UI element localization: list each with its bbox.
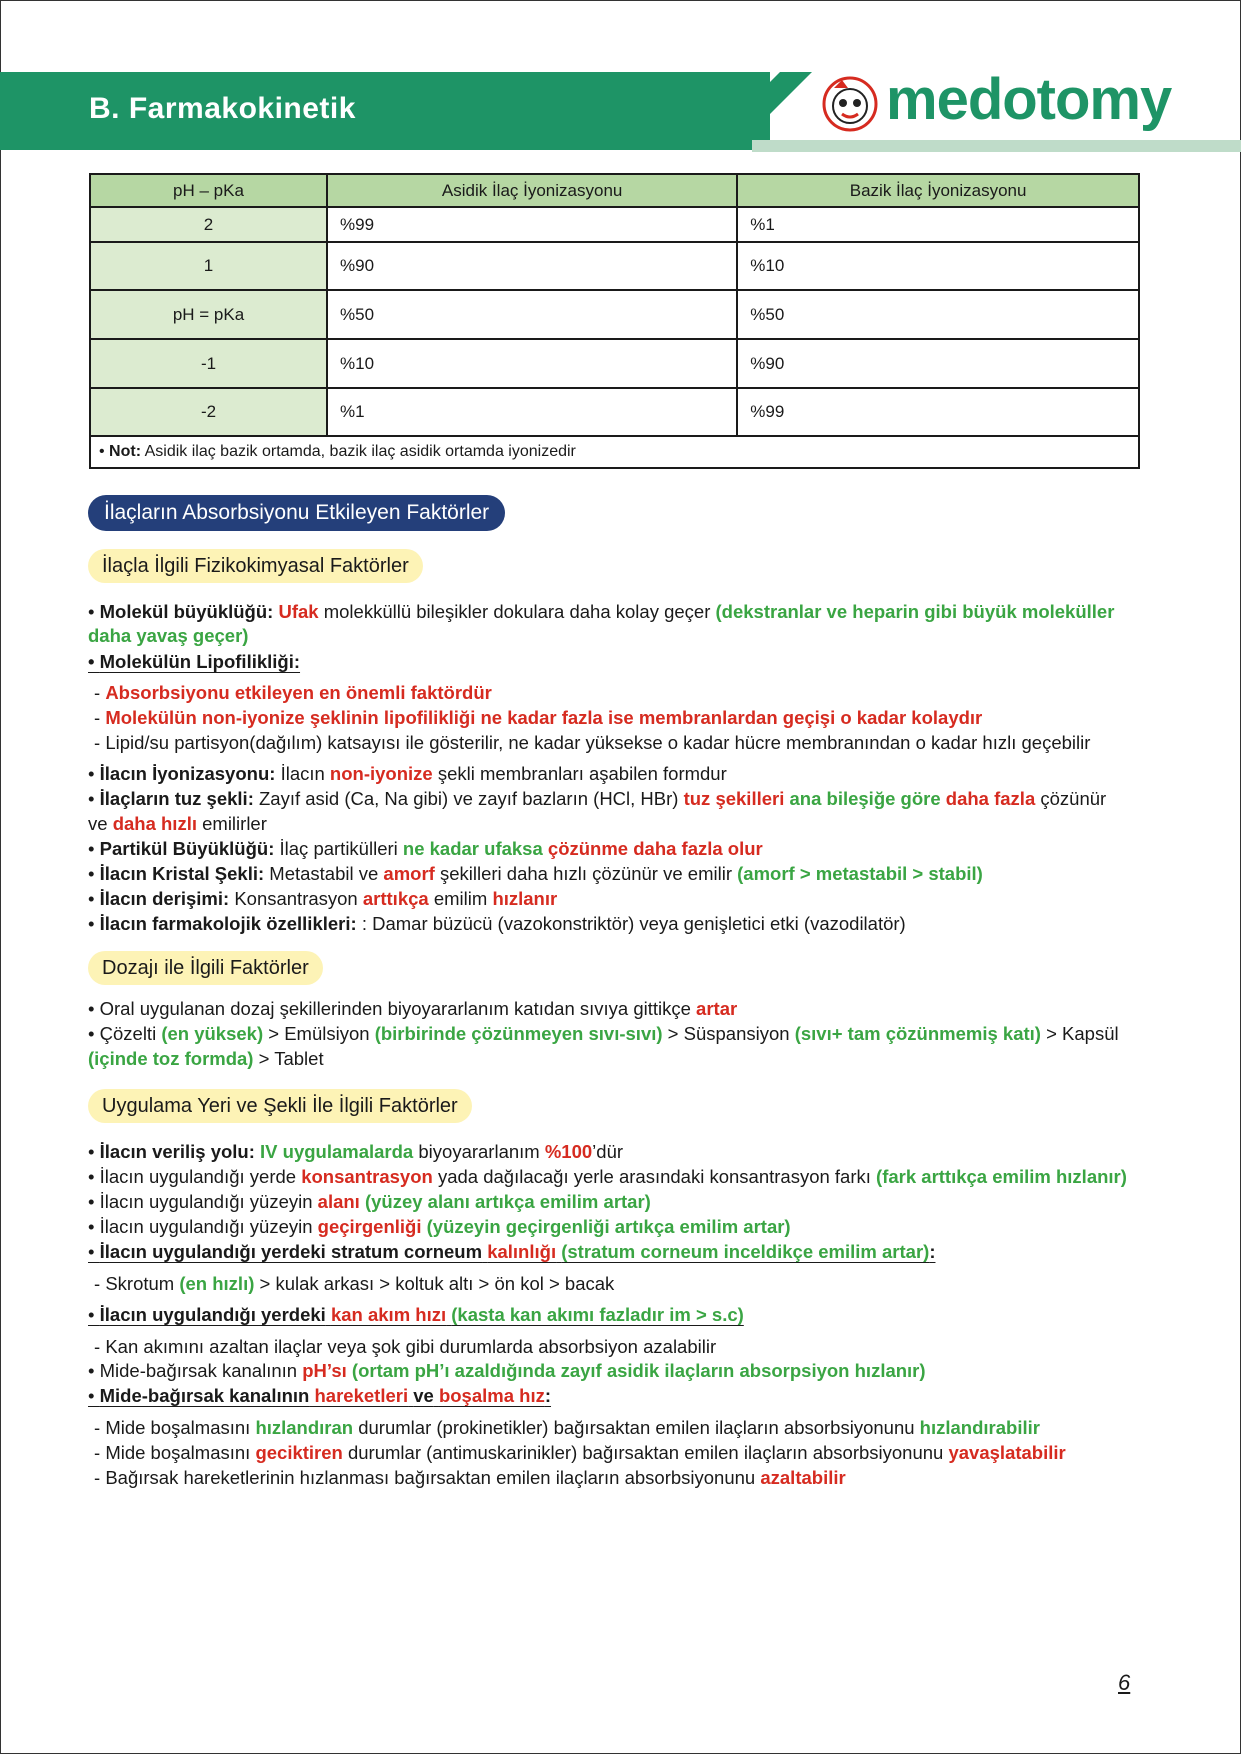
logo-wordmark: medotomy — [886, 67, 1172, 132]
list-item: • İlacın veriliş yolu: IV uygulamalarda biyoyararlanım %100’dür — [88, 1141, 624, 1162]
table-header-row — [90, 174, 1139, 207]
table-note: • Not: Asidik ilaç bazik ortamda, bazik ilaç asidik ortamda iyonizedir — [90, 436, 1139, 468]
subsection-title: İlaçla İlgili Fizikokimyasal Faktörler — [88, 549, 423, 583]
list-item: - Bağırsak hareketlerinin hızlanması bağırsaktan emilen ilaçların absorbsiyonunu azaltabilir — [94, 1467, 846, 1488]
page-title: B. Farmakokinetik — [89, 92, 356, 125]
header-pale-stripe — [752, 140, 1241, 152]
list-item-continuation: ve daha hızlı emilirler — [88, 813, 267, 834]
page-number: 6 — [1118, 1670, 1131, 1695]
logo-mascot-icon — [820, 74, 880, 134]
table-row — [90, 290, 1139, 339]
list-item: • İlacın uygulandığı yerdeki kan akım hızı (kasta kan akımı fazladır im > s.c) — [88, 1304, 744, 1325]
list-item: • Partikül Büyüklüğü: İlaç partikülleri ne kadar ufaksa çözünme daha fazla olur — [88, 838, 763, 859]
table-cell: pH = pKa — [90, 290, 327, 339]
list-item: - Kan akımını azaltan ilaçlar veya şok gibi durumlarda absorbsiyon azalabilir — [94, 1336, 717, 1357]
list-item: - Lipid/su partisyon(dağılım) katsayısı ile gösterilir, ne kadar yüksekse o kadar hücre membranından o kadar hızlı geçebilir — [94, 732, 1091, 753]
table-note-row — [90, 436, 1139, 468]
list-item: • İlacın İyonizasyonu: İlacın non-iyonize şekli membranları aşabilen formdur — [88, 763, 727, 784]
list-item: - Skrotum (en hızlı) > kulak arkası > koltuk altı > ön kol > bacak — [94, 1273, 615, 1294]
table-cell: %99 — [327, 207, 737, 242]
list-item: - Molekülün non-iyonize şeklinin lipofilikliği ne kadar fazla ise membranlardan geçişi o kadar kolaydır — [94, 707, 983, 728]
list-item: • İlacın uygulandığı yerde konsantrasyon yada dağılacağı yerle arasındaki konsantrasyon farkı (fark arttıkça emilim hızlanır) — [88, 1166, 1127, 1187]
list-item: • İlacın Kristal Şekli: Metastabil ve amorf şekilleri daha hızlı çözünür ve emilir (amorf > metastabil > stabil) — [88, 863, 983, 884]
section-title: İlaçların Absorbsiyonu Etkileyen Faktörler — [88, 495, 505, 531]
list-item: • Oral uygulanan dozaj şekillerinden biyoyararlanım katıdan sıvıya gittikçe artar — [88, 998, 738, 1019]
subsection-title: Dozajı ile İlgili Faktörler — [88, 951, 323, 985]
table-cell: %50 — [737, 290, 1139, 339]
list-item: • İlacın derişimi: Konsantrasyon arttıkça emilim hızlanır — [88, 888, 558, 909]
ph-pka-table — [89, 173, 1140, 469]
list-item: - Mide boşalmasını hızlandıran durumlar (prokinetikler) bağırsaktan emilen ilaçların absorbsiyonunu hızlandırabilir — [94, 1417, 1040, 1438]
table-header: pH – pKa — [90, 174, 327, 207]
table-cell: -1 — [90, 339, 327, 388]
table-cell: %1 — [737, 207, 1139, 242]
list-item: • İlacın uygulandığı yüzeyin alanı (yüzey alanı artıkça emilim artar) — [88, 1191, 651, 1212]
table-cell: -2 — [90, 388, 327, 436]
list-item: - Mide boşalmasını geciktiren durumlar (antimuskarinikler) bağırsaktan emilen ilaçların absorbsiyonunu yavaşlatabilir — [94, 1442, 1066, 1463]
list-item: • İlacın uygulandığı yüzeyin geçirgenliği (yüzeyin geçirgenliği artıkça emilim artar) — [88, 1216, 791, 1237]
table-cell: 1 — [90, 242, 327, 290]
list-item: - Absorbsiyonu etkileyen en önemli faktördür — [94, 682, 492, 703]
list-item: • Mide-bağırsak kanalının pH’sı (ortam pH’ı azaldığında zayıf asidik ilaçların absorpsiyon hızlanır) — [88, 1360, 926, 1381]
list-item-continuation: daha yavaş geçer) — [88, 625, 249, 646]
list-item: • İlacın farmakolojik özellikleri: : Damar büzücü (vazokonstriktör) veya genişletici etki (vazodilatör) — [88, 913, 906, 934]
list-item-continuation: (içinde toz formda) > Tablet — [88, 1048, 324, 1069]
table-cell: %10 — [327, 339, 737, 388]
list-item: • Çözelti (en yüksek) > Emülsiyon (birbirinde çözünmeyen sıvı-sıvı) > Süspansiyon (sıvı+ tam çözünmemiş katı) > Kapsül — [88, 1023, 1119, 1044]
table-cell: %50 — [327, 290, 737, 339]
list-item: • İlacın uygulandığı yerdeki stratum corneum kalınlığı (stratum corneum inceldikçe emilim artar): — [88, 1241, 936, 1262]
table-cell: %99 — [737, 388, 1139, 436]
table-row — [90, 388, 1139, 436]
list-item: • Mide-bağırsak kanalının hareketleri ve boşalma hız: — [88, 1385, 552, 1406]
list-item: • Molekül büyüklüğü: Ufak molekküllü bileşikler dokulara daha kolay geçer (dekstranlar ve heparin gibi büyük moleküller — [88, 601, 1115, 622]
list-item: • Molekülün Lipofilikliği: — [88, 651, 301, 672]
header-stripes — [680, 72, 820, 150]
table-row — [90, 339, 1139, 388]
list-item: • İlaçların tuz şekli: Zayıf asid (Ca, Na gibi) ve zayıf bazların (HCl, HBr) tuz şekilleri ana bileşiğe göre daha fazla çözünür — [88, 788, 1107, 809]
table-cell: 2 — [90, 207, 327, 242]
table-row — [90, 242, 1139, 290]
subsection-title: Uygulama Yeri ve Şekli İle İlgili Faktörler — [88, 1089, 472, 1123]
table-cell: %10 — [737, 242, 1139, 290]
table-row — [90, 207, 1139, 242]
table-cell: %90 — [327, 242, 737, 290]
brand-logo — [820, 67, 1172, 134]
table-header: Bazik İlaç İyonizasyonu — [737, 174, 1139, 207]
table-header: Asidik İlaç İyonizasyonu — [327, 174, 737, 207]
table-cell: %90 — [737, 339, 1139, 388]
table-cell: %1 — [327, 388, 737, 436]
